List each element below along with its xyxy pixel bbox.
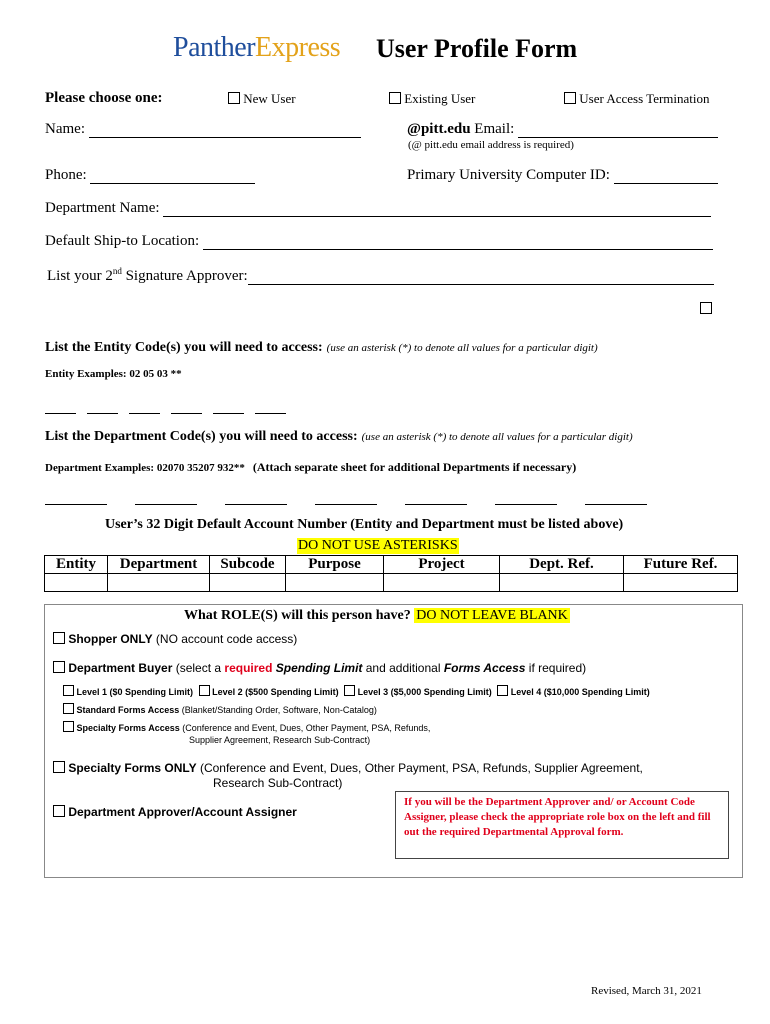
name-input[interactable] xyxy=(89,123,361,138)
page-title: User Profile Form xyxy=(376,34,578,63)
checkbox[interactable] xyxy=(228,92,240,104)
col-future-ref: Future Ref. xyxy=(624,556,738,574)
department-label: Department Name: xyxy=(45,200,160,216)
checkbox[interactable] xyxy=(53,805,65,817)
table-header-row xyxy=(45,556,738,574)
option-new-user[interactable] xyxy=(228,91,296,107)
option-label: Existing User xyxy=(404,91,476,106)
col-department: Department xyxy=(108,556,210,574)
dept-code-input[interactable] xyxy=(405,490,467,505)
phone-label: Phone: xyxy=(45,167,87,183)
dept-code-inputs xyxy=(45,487,647,505)
specialty-only-label: Specialty Forms ONLY xyxy=(68,761,197,775)
standard-forms[interactable] xyxy=(63,703,377,715)
approver-label-sup: nd xyxy=(112,266,122,276)
level-2-label: Level 2 ($500 Spending Limit) xyxy=(212,687,339,697)
ship-to-field xyxy=(45,233,713,250)
buyer-label: Department Buyer xyxy=(68,661,173,675)
specialty-access-desc-2: Supplier Agreement, Research Sub-Contract) xyxy=(189,735,371,745)
spending-levels xyxy=(63,685,650,697)
roles-question: What ROLE(S) will this person have? xyxy=(184,608,411,623)
approver-checkbox[interactable] xyxy=(700,300,712,318)
phone-input[interactable] xyxy=(90,169,255,184)
standard-label: Standard Forms Access xyxy=(76,705,180,715)
shopper-label: Shopper ONLY xyxy=(68,632,153,646)
entity-heading-row xyxy=(45,338,598,356)
approver-role-label: Department Approver/Account Assigner xyxy=(68,805,297,819)
entity-code-input[interactable] xyxy=(45,399,76,414)
dept-code-input[interactable] xyxy=(315,490,377,505)
email-input[interactable] xyxy=(518,123,718,138)
account-table xyxy=(44,555,738,592)
account-warning: DO NOT USE ASTERISKS xyxy=(298,538,458,553)
dept-code-input[interactable] xyxy=(135,490,197,505)
entity-code-inputs xyxy=(45,396,286,414)
col-subcode: Subcode xyxy=(210,556,286,574)
cell-department[interactable] xyxy=(108,574,210,592)
dept-examples-row xyxy=(45,458,576,476)
checkbox[interactable] xyxy=(497,685,508,696)
dept-examples: Department Examples: 02070 35207 932** xyxy=(45,462,245,474)
dept-code-input[interactable] xyxy=(225,490,287,505)
approver-note: If you will be the Department Approver and/ or Account Code Assigner, please check the appropriate role box on the left and fill out the required Departmental Approval form. xyxy=(404,796,711,838)
entity-code-input[interactable] xyxy=(87,399,118,414)
specialty-only-desc: (Conference and Event, Dues, Other Payment, PSA, Refunds, Supplier Agreement, xyxy=(196,761,643,775)
cell-subcode[interactable] xyxy=(210,574,286,592)
role-shopper[interactable] xyxy=(53,632,297,646)
option-label: User Access Termination xyxy=(579,91,710,106)
entity-heading: List the Entity Code(s) you will need to access: xyxy=(45,340,323,355)
computer-id-field xyxy=(407,167,718,184)
role-buyer[interactable] xyxy=(53,661,586,675)
option-existing-user[interactable] xyxy=(389,91,475,107)
checkbox[interactable] xyxy=(63,703,74,714)
buyer-desc-1: (select a xyxy=(172,661,225,675)
entity-examples: Entity Examples: 02 05 03 ** xyxy=(45,368,182,380)
buyer-required: required xyxy=(224,661,273,675)
col-dept-ref: Dept. Ref. xyxy=(500,556,624,574)
role-approver[interactable] xyxy=(53,805,297,819)
name-label: Name: xyxy=(45,121,85,137)
account-heading: User’s 32 Digit Default Account Number (Entity and Department must be listed above) xyxy=(105,517,624,532)
buyer-spending: Spending Limit xyxy=(272,661,363,675)
dept-note: (use an asterisk (*) to denote all values for a particular digit) xyxy=(361,431,633,443)
level-1-label: Level 1 ($0 Spending Limit) xyxy=(76,687,194,697)
buyer-desc-2: and additional xyxy=(362,661,444,675)
cell-purpose[interactable] xyxy=(286,574,384,592)
cell-project[interactable] xyxy=(384,574,500,592)
choose-label: Please choose one: xyxy=(45,90,163,106)
computer-id-label: Primary University Computer ID: xyxy=(407,167,610,183)
email-note: (@ pitt.edu email address is required) xyxy=(408,139,574,151)
checkbox[interactable] xyxy=(344,685,355,696)
col-project: Project xyxy=(384,556,500,574)
shopper-desc: (NO account code access) xyxy=(152,632,298,646)
level-4-label: Level 4 ($10,000 Spending Limit) xyxy=(510,687,650,697)
dept-heading: List the Department Code(s) you will need to access: xyxy=(45,429,358,444)
phone-field xyxy=(45,167,255,184)
checkbox[interactable] xyxy=(700,302,712,314)
checkbox[interactable] xyxy=(63,721,74,732)
dept-code-input[interactable] xyxy=(45,490,107,505)
checkbox[interactable] xyxy=(53,632,65,644)
cell-dept-ref[interactable] xyxy=(500,574,624,592)
checkbox[interactable] xyxy=(63,685,74,696)
entity-code-input[interactable] xyxy=(255,399,286,414)
logo-express: Express xyxy=(255,32,341,63)
approver-label-post: Signature Approver: xyxy=(121,268,248,284)
computer-id-input[interactable] xyxy=(614,169,718,184)
email-label: Email: xyxy=(474,121,515,137)
entity-code-input[interactable] xyxy=(171,399,202,414)
logo xyxy=(173,32,340,64)
dept-code-input[interactable] xyxy=(495,490,557,505)
checkbox[interactable] xyxy=(53,661,65,673)
approver-label-pre: List your 2 xyxy=(47,268,113,284)
option-label: New User xyxy=(243,91,296,106)
approver-input[interactable] xyxy=(248,270,714,285)
dept-heading-row xyxy=(45,427,633,445)
specialty-forms-access[interactable] xyxy=(63,721,430,733)
checkbox[interactable] xyxy=(199,685,210,696)
buyer-desc-3: if required) xyxy=(525,661,587,675)
name-field xyxy=(45,121,361,138)
entity-code-input[interactable] xyxy=(213,399,244,414)
department-field xyxy=(45,200,711,217)
level-1-option[interactable] xyxy=(63,687,193,697)
approver-field xyxy=(47,266,714,285)
specialty-access-label: Specialty Forms Access xyxy=(76,723,180,733)
entity-code-input[interactable] xyxy=(129,399,160,414)
standard-desc: (Blanket/Standing Order, Software, Non-Catalog) xyxy=(179,705,377,715)
ship-to-label: Default Ship-to Location: xyxy=(45,233,200,249)
cell-entity[interactable] xyxy=(45,574,108,592)
entity-note: (use an asterisk (*) to denote all values for a particular digit) xyxy=(326,342,598,354)
dept-examples-note: (Attach separate sheet for additional Departments if necessary) xyxy=(252,460,577,474)
specialty-only-desc-2: Research Sub-Contract) xyxy=(213,776,343,790)
email-field xyxy=(407,121,718,138)
roles-warning: DO NOT LEAVE BLANK xyxy=(416,608,568,623)
col-purpose: Purpose xyxy=(286,556,384,574)
department-input[interactable] xyxy=(163,202,711,217)
roles-question-row xyxy=(184,608,570,624)
logo-panther: Panther xyxy=(173,32,256,63)
email-domain-label: @pitt.edu xyxy=(407,121,471,137)
level-3-option[interactable] xyxy=(344,687,492,697)
level-4-option[interactable] xyxy=(497,687,650,697)
cell-future-ref[interactable] xyxy=(624,574,738,592)
level-3-label: Level 3 ($5,000 Spending Limit) xyxy=(357,687,492,697)
role-specialty-only[interactable] xyxy=(53,761,643,775)
ship-to-input[interactable] xyxy=(203,235,713,250)
checkbox[interactable] xyxy=(564,92,576,104)
dept-code-input[interactable] xyxy=(585,490,647,505)
checkbox[interactable] xyxy=(53,761,65,773)
level-2-option[interactable] xyxy=(199,687,339,697)
checkbox[interactable] xyxy=(389,92,401,104)
option-termination[interactable] xyxy=(564,91,710,107)
buyer-forms: Forms Access xyxy=(443,661,526,675)
specialty-access-desc: (Conference and Event, Dues, Other Payment, PSA, Refunds, xyxy=(179,723,431,733)
revised-date: Revised, March 31, 2021 xyxy=(591,985,702,997)
col-entity: Entity xyxy=(45,556,108,574)
table-row xyxy=(45,574,738,592)
approver-note-box xyxy=(395,791,729,859)
